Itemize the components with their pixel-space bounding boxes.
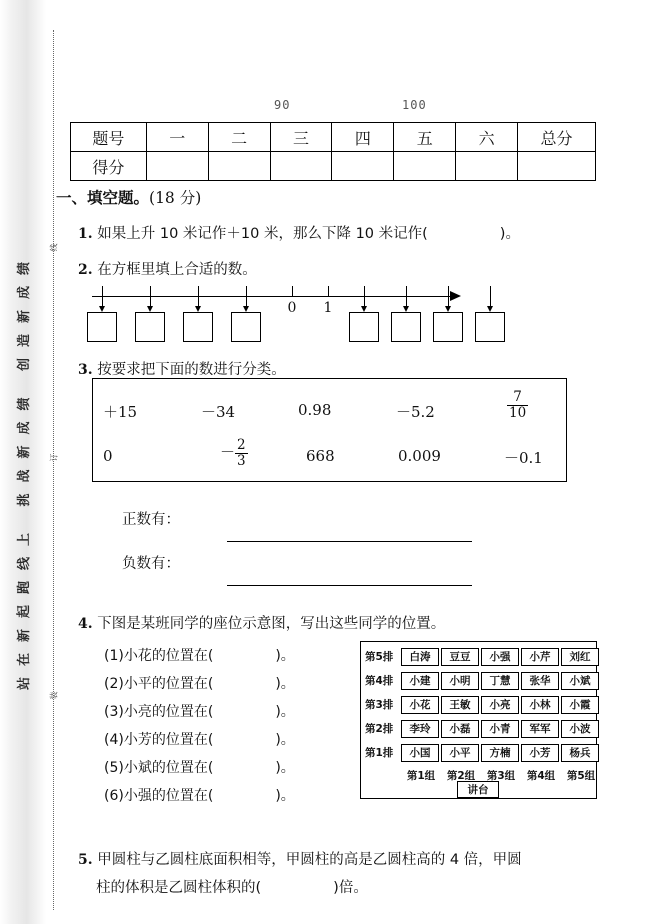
number-classification-box (92, 378, 567, 482)
artifact-number-100: 100 (402, 98, 427, 112)
score-cell-total[interactable] (518, 152, 596, 181)
negative-numbers-answer-line[interactable] (227, 585, 472, 586)
seat-cell[interactable]: 小波 (561, 720, 599, 738)
seating-row-label: 第1排 (365, 747, 394, 759)
question-2 (78, 258, 257, 279)
number-line-answer-box[interactable] (475, 312, 505, 342)
seat-cell[interactable]: 方楠 (481, 744, 519, 762)
question-4-subquestion (104, 757, 295, 777)
section-heading-text: 一、填空题。 (56, 189, 150, 207)
table-row-headers (71, 123, 596, 152)
number-line-tick (328, 286, 329, 297)
question-2-text: 在方框里填上合适的数。 (97, 262, 257, 278)
score-cell-6[interactable] (456, 152, 518, 181)
score-table-col-total: 总分 (518, 123, 596, 152)
seat-cell[interactable]: 小明 (441, 672, 479, 690)
seat-cell[interactable]: 小花 (401, 696, 439, 714)
score-cell-5[interactable] (394, 152, 456, 181)
seating-chart-row (365, 670, 601, 691)
seating-group-label: 第1组 (406, 770, 436, 782)
seating-chart-row (365, 742, 601, 763)
cls-number-minus52: －5.2 (396, 403, 435, 421)
seat-cell[interactable]: 小霞 (561, 696, 599, 714)
score-cell-3[interactable] (270, 152, 332, 181)
question-5-tail: )倍。 (333, 880, 368, 896)
positive-numbers-label: 正数有： (122, 512, 180, 528)
seating-group-label: 第2组 (446, 770, 476, 782)
cut-dotted-line (53, 30, 54, 910)
question-5-line1 (78, 848, 522, 869)
score-table-col-1: 一 (146, 123, 208, 152)
cls-number-minus34: －34 (201, 403, 236, 421)
subquestion-text: 的位置在( (151, 760, 214, 776)
scan-artifact-row (62, 98, 592, 116)
subquestion-student-name: 小平 (123, 676, 152, 692)
subquestion-tail: )。 (275, 704, 295, 720)
seating-row-label: 第3排 (365, 699, 394, 711)
left-margin-strip (0, 0, 46, 924)
number-line-answer-box[interactable] (135, 312, 165, 342)
seating-chart-group-labels (401, 768, 601, 783)
seating-group-label: 第4组 (526, 770, 556, 782)
subquestion-id: (6) (104, 788, 124, 804)
subquestion-id: (5) (104, 760, 124, 776)
question-4-subquestion (104, 673, 295, 693)
fraction-7-10 (507, 390, 528, 420)
subquestion-tail: )。 (275, 788, 295, 804)
cls-number-seven-tenths (507, 390, 528, 420)
seating-row-label: 第2排 (365, 723, 394, 735)
seat-cell[interactable]: 刘红 (561, 648, 599, 666)
subquestion-text: 的位置在( (151, 704, 214, 720)
subquestion-tail: )。 (275, 760, 295, 776)
seating-chart-row (365, 646, 601, 667)
cut-label-bind: 订 (49, 453, 59, 462)
question-3-number: 3. (78, 362, 93, 378)
number-line-label-1: 1 (323, 300, 333, 316)
subquestion-id: (3) (104, 704, 124, 720)
seat-cell[interactable]: 小磊 (441, 720, 479, 738)
fraction-numerator: 7 (513, 389, 522, 405)
fraction-sign: － (220, 443, 236, 462)
seating-chart-row (365, 718, 601, 739)
table-row-scores (71, 152, 596, 181)
subquestion-student-name: 小强 (123, 788, 152, 804)
seat-cell[interactable]: 小芹 (521, 648, 559, 666)
question-4-subquestion (104, 729, 295, 749)
seating-chart-diagram (360, 641, 597, 799)
seating-row-label: 第4排 (365, 675, 394, 687)
seat-cell[interactable]: 张华 (521, 672, 559, 690)
score-cell-1[interactable] (146, 152, 208, 181)
seat-cell[interactable]: 丁慧 (481, 672, 519, 690)
seating-group-label: 第3组 (486, 770, 516, 782)
subquestion-tail: )。 (275, 676, 295, 692)
fraction-2-3 (235, 438, 248, 468)
seat-cell[interactable]: 军军 (521, 720, 559, 738)
question-3-text: 按要求把下面的数进行分类。 (97, 362, 286, 378)
number-line-arrowhead (450, 291, 461, 301)
subquestion-student-name: 小亮 (123, 704, 152, 720)
question-1-number: 1. (78, 226, 93, 242)
seat-cell[interactable]: 小强 (481, 648, 519, 666)
number-line-answer-box[interactable] (231, 312, 261, 342)
number-line-answer-box[interactable] (183, 312, 213, 342)
cls-number-minus01: －0.1 (504, 449, 543, 467)
seating-group-label: 第5组 (566, 770, 596, 782)
number-line-tick (292, 286, 293, 297)
score-table (70, 122, 596, 181)
artifact-number-90: 90 (274, 98, 291, 112)
score-table-col-3: 三 (270, 123, 332, 152)
seat-cell[interactable]: 豆豆 (441, 648, 479, 666)
fraction-denominator: 10 (509, 404, 527, 421)
subquestion-student-name: 小斌 (123, 760, 152, 776)
seat-cell[interactable]: 小芳 (521, 744, 559, 762)
negative-numbers-label: 负数有： (122, 556, 180, 572)
seat-cell[interactable]: 小青 (481, 720, 519, 738)
positive-numbers-answer-line[interactable] (227, 541, 472, 542)
cls-number-zero: 0 (103, 447, 113, 465)
seat-cell[interactable]: 小林 (521, 696, 559, 714)
subquestion-tail: )。 (275, 648, 295, 664)
question-1-text: 如果上升 10 米记作＋10 米，那么下降 10 米记作( (97, 226, 428, 242)
fraction-numerator: 2 (237, 437, 246, 453)
worksheet-page (56, 0, 642, 924)
score-table-col-4: 四 (332, 123, 394, 152)
cls-number-minus-two-thirds (220, 438, 248, 468)
question-5-line2 (96, 876, 368, 897)
subquestion-student-name: 小花 (123, 648, 152, 664)
number-line-label-0: 0 (287, 300, 297, 316)
seat-cell[interactable]: 王敏 (441, 696, 479, 714)
score-cell-4[interactable] (332, 152, 394, 181)
question-1-tail: )。 (499, 226, 520, 242)
subquestion-id: (1) (104, 648, 124, 664)
cut-label-pack: 装 (49, 691, 59, 700)
question-4 (78, 612, 445, 633)
question-4-number: 4. (78, 616, 93, 632)
seat-cell[interactable]: 小平 (441, 744, 479, 762)
seat-cell[interactable]: 小斌 (561, 672, 599, 690)
question-1 (78, 222, 520, 243)
margin-slogan-text: 站在新起跑线上 挑战新成绩 创造新成绩 (17, 250, 33, 690)
seat-cell[interactable]: 白涛 (401, 648, 439, 666)
seat-cell[interactable]: 小亮 (481, 696, 519, 714)
number-line-diagram (92, 286, 472, 348)
section-points: (18 分) (149, 189, 202, 207)
subquestion-id: (2) (104, 676, 124, 692)
score-table-col-6: 六 (456, 123, 518, 152)
subquestion-text: 的位置在( (151, 788, 214, 804)
subquestion-id: (4) (104, 732, 124, 748)
section-heading (56, 186, 201, 208)
question-4-subquestion (104, 645, 295, 665)
seating-chart-row (365, 694, 601, 715)
question-5-text-line1: 甲圆柱与乙圆柱底面积相等，甲圆柱的高是乙圆柱高的 4 倍，甲圆 (97, 852, 522, 868)
subquestion-text: 的位置在( (151, 676, 214, 692)
score-table-col-2: 二 (208, 123, 270, 152)
number-line-axis (92, 296, 454, 297)
fraction-denominator: 3 (237, 452, 246, 469)
cut-label-line: 线 (49, 243, 59, 252)
question-5-text-line2: 柱的体积是乙圆柱体积的( (96, 880, 262, 896)
number-line-answer-box[interactable] (391, 312, 421, 342)
score-cell-2[interactable] (208, 152, 270, 181)
question-5-number: 5. (78, 852, 93, 868)
question-3 (78, 358, 286, 379)
cls-number-0009: 0.009 (398, 447, 441, 465)
seat-cell[interactable]: 李玲 (401, 720, 439, 738)
cls-number-098: 0.98 (298, 401, 332, 419)
subquestion-text: 的位置在( (151, 648, 214, 664)
seat-cell[interactable]: 小国 (401, 744, 439, 762)
number-line-answer-box[interactable] (87, 312, 117, 342)
number-line-answer-box[interactable] (433, 312, 463, 342)
margin-slogan (0, 150, 46, 790)
seat-cell[interactable]: 小建 (401, 672, 439, 690)
seat-cell[interactable]: 杨兵 (561, 744, 599, 762)
seating-row-label: 第5排 (365, 651, 394, 663)
question-4-subquestion (104, 701, 295, 721)
score-table-row-label-1: 得分 (71, 152, 147, 181)
question-2-number: 2. (78, 262, 93, 278)
score-table-row-label-0: 题号 (71, 123, 147, 152)
subquestion-text: 的位置在( (151, 732, 214, 748)
score-table-col-5: 五 (394, 123, 456, 152)
question-4-text: 下图是某班同学的座位示意图，写出这些同学的位置。 (97, 616, 446, 632)
question-4-subquestion (104, 785, 295, 805)
subquestion-tail: )。 (275, 732, 295, 748)
subquestion-student-name: 小芳 (123, 732, 152, 748)
podium-label: 讲台 (457, 781, 499, 798)
cls-number-plus15: ＋15 (103, 403, 138, 421)
number-line-answer-box[interactable] (349, 312, 379, 342)
cls-number-668: 668 (306, 447, 335, 465)
